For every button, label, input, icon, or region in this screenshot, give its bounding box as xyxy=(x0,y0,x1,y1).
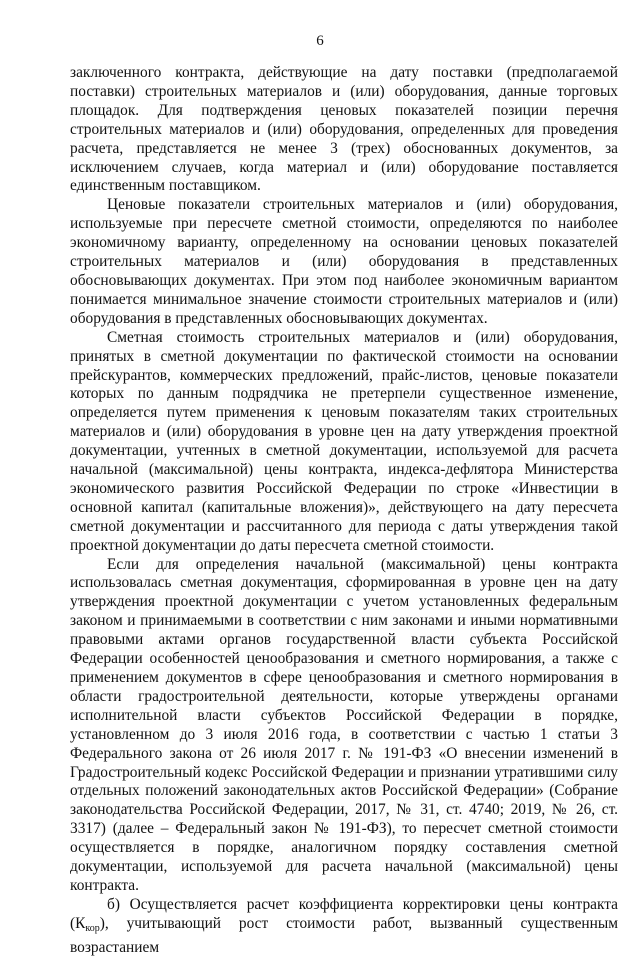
paragraph-estimated-cost: Сметная стоимость строительных материалов и (или) оборудования, принятых в сметной документации по фактической стоимости на основании прейскурантов, коммерческих предложений, прайс-листов, ценовые показатели которых по данным подрядчика не претерпели существенное изменение, определяется путем применения к ценовым показателям таких строительных материалов и (или) оборудования в уровне цен на дату утверждения проектной документации, учтенных в сметной документации, используемой для расчета начальной (максимальной) цены контракта, индекса-дефлятора Министерства экономического развития Российской Федерации по строке «Инвестиции в основной капитал (капитальные вложения)», действующего на дату пересчета сметной документации и рассчитанного для периода с даты утверждения такой проектной документации до даты пересчета сметной стоимости. xyxy=(70,328,618,554)
correction-text-start: б) Осуществляется расчет коэффициента корректировки цены контракта (К xyxy=(70,895,618,932)
page-number: 6 xyxy=(316,33,324,49)
document-body xyxy=(70,64,618,958)
paragraph-price-sources: заключенного контракта, действующие на дату поставки (предполагаемой поставки) строительных материалов и (или) оборудования, данные торговых площадок. Для подтверждения ценовых показателей позиции перечня строительных материалов и (или) оборудования, определенных для проведения расчета, представляется не менее 3 (трех) обоснованных документов, за исключением случаев, когда материал и (или) оборудование поставляется единственным поставщиком. xyxy=(70,64,618,195)
correction-text-end: ), учитывающий рост стоимости работ, вызванный существенным возрастанием xyxy=(70,914,618,956)
coefficient-subscript: кор xyxy=(85,922,100,934)
paragraph-federal-law-191: Если для определения начальной (максимальной) цены контракта использовалась сметная документация, сформированная в уровне цен на дату утверждения проектной документации с учетом установленных федеральным законом и принимаемыми в соответствии с ним законами и иными нормативными правовыми актами органов государственной власти субъекта Российской Федерации особенностей ценообразования и сметного нормирования, а также с применением документов в сфере ценообразования и сметного нормирования в области градостроительной деятельности, которые утверждены органами исполнительной власти субъектов Российской Федерации в порядке, установленном до 3 июля 2016 года, в соответствии с частью 1 статьи 3 Федерального закона от 26 июля 2017 г. № 191-ФЗ «О внесении изменений в Градостроительный кодекс Российской Федерации и признании утратившими силу отдельных положений законодательных актов Российской Федерации» (Собрание законодательства Российской Федерации, 2017, № 31, ст. 4740; 2019, № 26, ст. 3317) (далее – Федеральный закон № 191-ФЗ), то пересчет сметной стоимости осуществляется в порядке, аналогичном порядку составления сметной документации, используемой для расчета начальной (максимальной) цены контракта. xyxy=(70,555,618,894)
paragraph-price-indicators: Ценовые показатели строительных материалов и (или) оборудования, используемые при пересчете сметной стоимости, определяются по наиболее экономичному варианту, определенному на основании ценовых показателей строительных материалов и (или) оборудования в представленных обосновывающих документах. При этом под наиболее экономичным вариантом понимается минимальное значение стоимости строительных материалов и (или) оборудования в представленных обосновывающих документах. xyxy=(70,196,618,327)
paragraph-correction-coefficient xyxy=(70,896,618,958)
